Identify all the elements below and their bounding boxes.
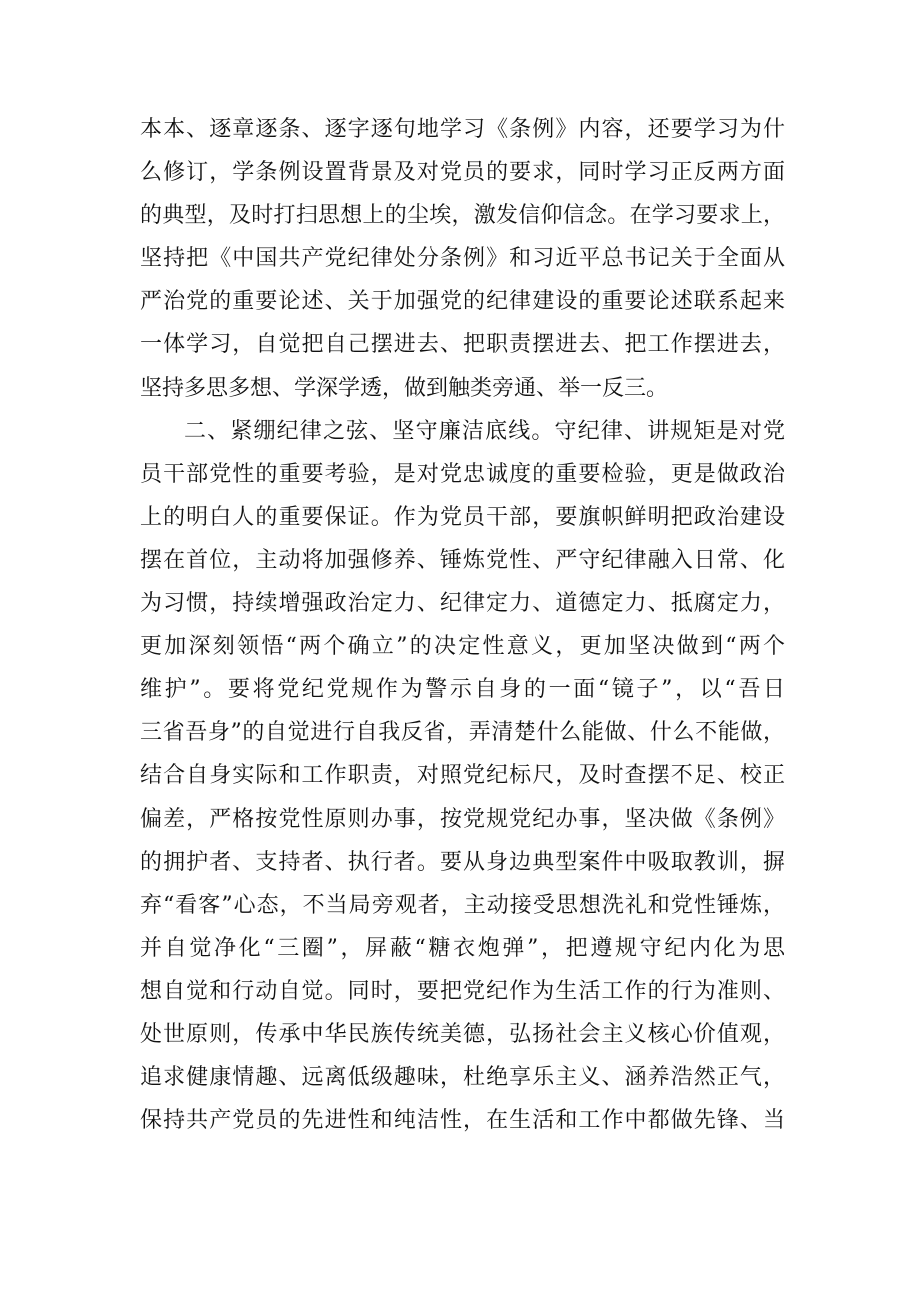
text-line: 弃“看客”心态，不当局旁观者，主动接受思想洗礼和党性锤炼， [140, 892, 785, 918]
text-line: 并自觉净化“三圈”，屏蔽“糖衣炮弹”，把遵规守纪内化为思 [140, 935, 785, 961]
body-text [140, 108, 785, 1142]
text-line: 一体学习，自觉把自己摆进去、把职责摆进去、把工作摆进去， [140, 332, 785, 358]
text-line: 三省吾身”的自觉进行自我反省，弄清楚什么能做、什么不能做， [140, 720, 785, 746]
text-line: 二、紧绷纪律之弦、坚守廉洁底线。守纪律、讲规矩是对党 [184, 418, 785, 444]
text-line: 处世原则，传承中华民族传统美德，弘扬社会主义核心价值观， [140, 1021, 785, 1047]
text-line: 坚持把《中国共产党纪律处分条例》和习近平总书记关于全面从 [140, 246, 785, 272]
text-line: 的拥护者、支持者、执行者。要从身边典型案件中吸取教训，摒 [140, 849, 785, 875]
text-line: 坚持多思多想、学深学透，做到触类旁通、举一反三。 [140, 375, 669, 401]
text-line: 摆在首位，主动将加强修养、锤炼党性、严守纪律融入日常、化 [140, 547, 785, 573]
text-line: 员干部党性的重要考验，是对党忠诚度的重要检验，更是做政治 [140, 461, 785, 487]
text-line: 偏差，严格按党性原则办事，按党规党纪办事，坚决做《条例》 [140, 806, 785, 832]
text-line: 么修订，学条例设置背景及对党员的要求，同时学习正反两方面 [140, 160, 785, 186]
text-line: 更加深刻领悟“两个确立”的决定性意义，更加坚决做到“两个 [140, 634, 785, 660]
text-line: 严治党的重要论述、关于加强党的纪律建设的重要论述联系起来 [140, 289, 785, 315]
text-line: 上的明白人的重要保证。作为党员干部，要旗帜鲜明把政治建设 [140, 504, 785, 530]
text-line: 维护”。要将党纪党规作为警示自身的一面“镜子”，以“吾日 [140, 677, 785, 703]
text-line: 保持共产党员的先进性和纯洁性，在生活和工作中都做先锋、当 [140, 1108, 785, 1134]
text-line: 想自觉和行动自觉。同时，要把党纪作为生活工作的行为准则、 [140, 978, 785, 1004]
text-line: 的典型，及时打扫思想上的尘埃，激发信仰信念。在学习要求上， [140, 203, 785, 229]
text-line: 为习惯，持续增强政治定力、纪律定力、道德定力、抵腐定力， [140, 591, 785, 617]
text-line: 本本、逐章逐条、逐字逐句地学习《条例》内容，还要学习为什 [140, 117, 785, 142]
text-line: 结合自身实际和工作职责，对照党纪标尺，及时查摆不足、校正 [140, 763, 785, 789]
text-line: 追求健康情趣、远离低级趣味，杜绝享乐主义、涵养浩然正气， [140, 1065, 785, 1091]
